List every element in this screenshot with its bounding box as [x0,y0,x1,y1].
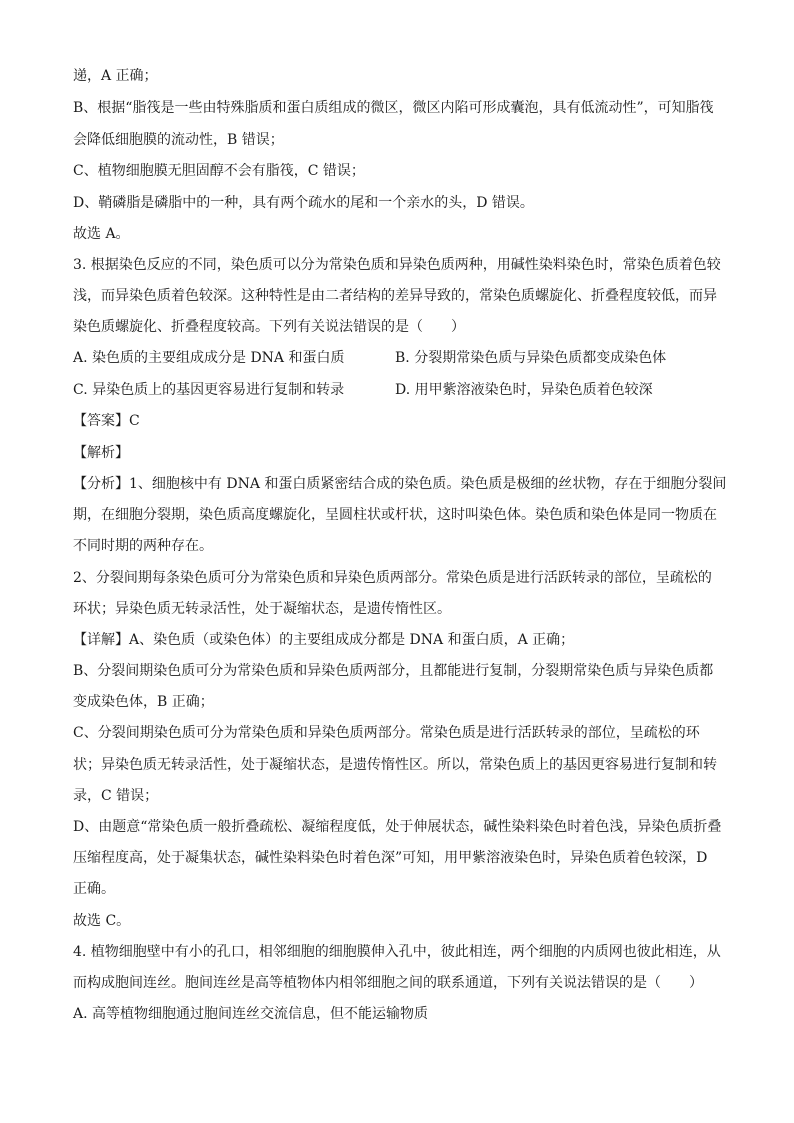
question-3-stem: 染色质螺旋化、折叠程度较高。下列有关说法错误的是（ ） [73,319,465,335]
text-line: 故选 A。 [73,226,130,242]
text-line: 不同时期的两种存在。 [73,538,213,554]
text-line: 状；异染色质无转录活性，处于凝缩状态，是遗传惰性区。所以，常染色质上的基因更容易进行复制和转 [73,757,717,773]
option-a: A. 高等植物细胞通过胞间连丝交流信息，但不能运输物质 [73,1006,429,1022]
question-3-stem: 浅，而异染色质着色较深。这种特性是由二者结构的差异导致的，常染色质螺旋化、折叠程度较低，而异 [73,288,717,304]
text-line: 期，在细胞分裂期，染色质高度螺旋化，呈圆柱状或杆状，这时叫染色体。染色质和染色体是同一物质在 [73,507,717,523]
text-line: C、分裂间期染色质可分为常染色质和异染色质两部分。常染色质是进行活跃转录的部位，呈疏松的环 [73,725,700,741]
text-line: 【详解】A、染色质（或染色体）的主要组成成分都是 DNA 和蛋白质，A 正确； [73,632,575,648]
text-line: B、分裂间期染色质可分为常染色质和异染色质两部分，且都能进行复制，分裂期常染色质与异染色质都 [73,663,714,679]
text-line: D、鞘磷脂是磷脂中的一种，具有两个疏水的尾和一个亲水的头，D 错误。 [73,195,534,211]
text-line: 录，C 错误； [73,788,159,804]
text-line: 【分析】1、细胞核中有 DNA 和蛋白质紧密结合成的染色质。染色质是极细的丝状物，存在于细胞分裂间 [73,476,727,492]
option-a: A. 染色质的主要组成成分是 DNA 和蛋白质 [73,350,345,366]
analysis-label: 【解析】 [73,445,129,461]
text-line: 变成染色体，B 正确； [73,694,214,710]
text-line: D、由题意“常染色质一般折叠疏松、凝缩程度低，处于伸展状态，碱性染料染色时着色浅，异染色质折叠 [73,819,722,835]
text-line: 2、分裂间期每条染色质可分为常染色质和异染色质两部分。常染色质是进行活跃转录的部位，呈疏松的 [73,570,712,586]
text-line: B、根据“脂筏是一些由特殊脂质和蛋白质组成的微区，微区内陷可形成囊泡，具有低流动性”，可知脂筏 [73,100,714,116]
question-4-stem: 而构成胞间连丝。胞间连丝是高等植物体内相邻细胞之间的联系通道，下列有关说法错误的是（ ） [73,975,703,991]
option-d: D. 用甲紫溶液染色时，异染色质着色较深 [395,382,653,398]
text-line: 递，A 正确； [73,68,158,84]
text-line: 压缩程度高，处于凝集状态，碱性染料染色时着色深”可知，用甲紫溶液染色时，异染色质着色较深，D [73,850,708,866]
text-line: 故选 C。 [73,913,131,929]
text-line: 会降低细胞膜的流动性，B 错误； [73,132,284,148]
option-c: C. 异染色质上的基因更容易进行复制和转录 [73,382,345,398]
question-3-stem: 3. 根据染色反应的不同，染色质可以分为常染色质和异染色质两种，用碱性染料染色时，常染色质着色较 [73,257,721,273]
answer-label: 【答案】C [73,413,140,429]
option-b: B. 分裂期常染色质与异染色质都变成染色体 [395,350,667,366]
text-line: 环状；异染色质无转录活性，处于凝缩状态，是遗传惰性区。 [73,601,451,617]
question-4-stem: 4. 植物细胞壁中有小的孔口，相邻细胞的细胞膜伸入孔中，彼此相连，两个细胞的内质网也彼此相连，从 [73,944,721,960]
text-line: C、植物细胞膜无胆固醇不会有脂筏，C 错误； [73,163,365,179]
text-line: 正确。 [73,881,115,897]
